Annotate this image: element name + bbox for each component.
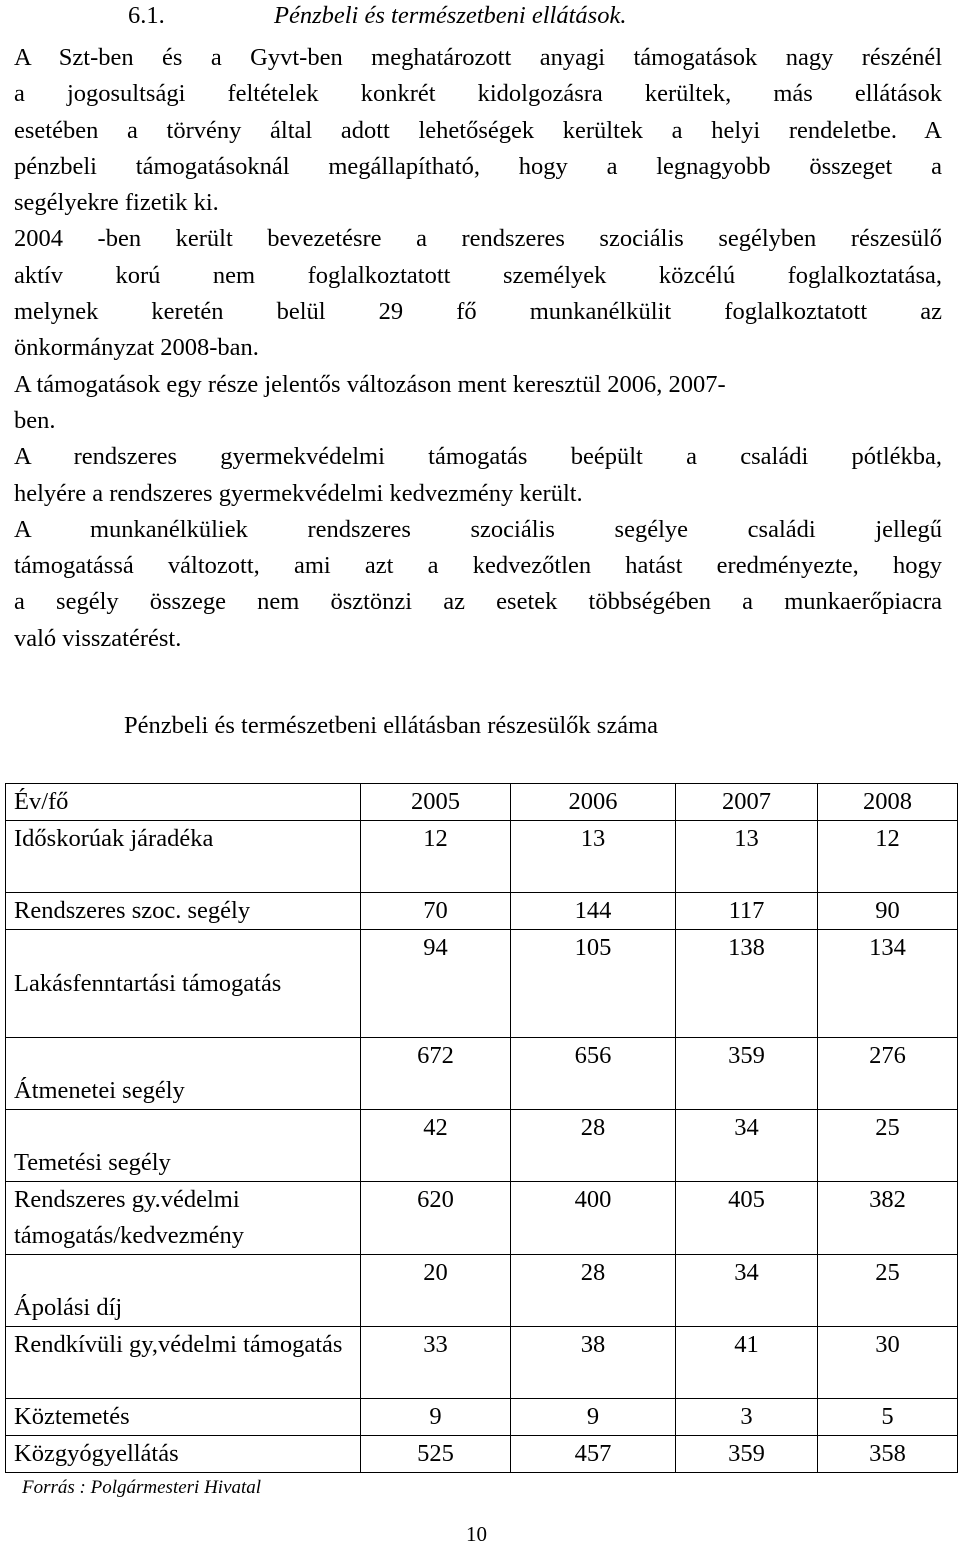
value-cell: 525	[361, 1436, 511, 1473]
row-label: Ápolási díj	[14, 1294, 123, 1321]
value-cell: 656	[511, 1038, 676, 1110]
row-label: Rendszeres szoc. segély	[14, 897, 251, 924]
text-line: A Szt-ben és a Gyvt-ben meghatározott anyagi támogatások nagy részénél	[14, 44, 942, 71]
paragraph	[14, 221, 942, 366]
row-label-cell	[6, 1038, 361, 1110]
value-cell: 405	[676, 1182, 818, 1255]
paragraph	[14, 439, 942, 512]
table-row	[6, 1399, 958, 1436]
text-line: a jogosultsági feltételek konkrét kidolgozásra kerültek, más ellátások	[14, 80, 942, 108]
row-label-cell	[6, 1110, 361, 1182]
row-label-cell	[6, 893, 361, 930]
value-cell: 105	[511, 930, 676, 1038]
value-cell: 94	[361, 930, 511, 1038]
value-cell: 90	[818, 893, 958, 930]
body-text	[14, 40, 942, 657]
text-line: 2004 -ben került bevezetésre a rendszeres szociális segélyben részesülő	[14, 225, 942, 253]
header-year-cell: 2005	[361, 784, 511, 821]
header-year-cell: 2008	[818, 784, 958, 821]
paragraph	[14, 367, 942, 440]
value-cell: 9	[511, 1399, 676, 1436]
text-line: segélyekre fizetik ki.	[14, 189, 219, 217]
text-line: támogatássá változott, ami azt a kedvezőtlen hatást eredményezte, hogy	[14, 552, 942, 580]
value-cell: 30	[818, 1327, 958, 1399]
value-cell: 382	[818, 1182, 958, 1255]
value-cell: 34	[676, 1110, 818, 1182]
value-cell: 12	[818, 821, 958, 893]
row-label: Temetési segély	[14, 1149, 171, 1176]
value-cell: 12	[361, 821, 511, 893]
value-cell: 138	[676, 930, 818, 1038]
text-line: pénzbeli támogatásoknál megállapítható, hogy a legnagyobb összeget a	[14, 152, 942, 180]
table-row	[6, 893, 958, 930]
paragraph	[14, 512, 942, 657]
value-cell: 25	[818, 1255, 958, 1327]
value-cell: 38	[511, 1327, 676, 1399]
row-label-cell	[6, 1436, 361, 1473]
value-cell: 34	[676, 1255, 818, 1327]
table-row	[6, 1255, 958, 1327]
benefits-table	[5, 783, 958, 1473]
value-cell: 28	[511, 1255, 676, 1327]
row-label: Lakásfenntartási támogatás	[14, 970, 282, 997]
table-row	[6, 1436, 958, 1473]
text-line: A támogatások egy része jelentős változáson ment keresztül 2006, 2007-	[14, 370, 726, 398]
row-label: Időskorúak járadéka	[14, 825, 214, 852]
paragraph	[14, 40, 942, 221]
row-label: Rendkívüli gy,védelmi támogatás	[14, 1331, 343, 1358]
row-label: Rendszeres gy.védelmi támogatás/kedvezmény	[14, 1186, 244, 1249]
header-year-cell: 2007	[676, 784, 818, 821]
value-cell: 144	[511, 893, 676, 930]
text-line: A munkanélküliek rendszeres szociális segélye családi jellegű	[14, 515, 942, 543]
value-cell: 70	[361, 893, 511, 930]
value-cell: 28	[511, 1110, 676, 1182]
value-cell: 672	[361, 1038, 511, 1110]
value-cell: 20	[361, 1255, 511, 1327]
table-row	[6, 1327, 958, 1399]
text-line: önkormányzat 2008-ban.	[14, 334, 259, 362]
value-cell: 42	[361, 1110, 511, 1182]
row-label: Közgyógyellátás	[14, 1440, 179, 1467]
section-number: 6.1.	[128, 2, 165, 29]
section-title: Pénzbeli és természetbeni ellátások.	[274, 2, 627, 29]
text-line: aktív korú nem foglalkoztatott személyek közcélú foglalkoztatása,	[14, 261, 942, 289]
value-cell: 358	[818, 1436, 958, 1473]
value-cell: 25	[818, 1110, 958, 1182]
text-line: A rendszeres gyermekvédelmi támogatás beépült a családi pótlékba,	[14, 443, 942, 471]
value-cell: 13	[676, 821, 818, 893]
row-label-cell	[6, 930, 361, 1038]
value-cell: 359	[676, 1436, 818, 1473]
value-cell: 400	[511, 1182, 676, 1255]
text-line: esetében a törvény által adott lehetőségek kerültek a helyi rendeletbe. A	[14, 116, 942, 144]
header-year-cell: 2006	[511, 784, 676, 821]
row-label: Köztemetés	[14, 1403, 130, 1430]
text-line: a segély összege nem ösztönzi az esetek többségében a munkaerőpiacra	[14, 588, 942, 616]
table-row	[6, 1182, 958, 1255]
row-label-cell	[6, 1182, 361, 1255]
table-header-row	[6, 784, 958, 821]
section-heading	[128, 2, 626, 30]
value-cell: 117	[676, 893, 818, 930]
row-label-cell	[6, 1399, 361, 1436]
value-cell: 41	[676, 1327, 818, 1399]
value-cell: 9	[361, 1399, 511, 1436]
value-cell: 359	[676, 1038, 818, 1110]
value-cell: 3	[676, 1399, 818, 1436]
table-row	[6, 1038, 958, 1110]
value-cell: 5	[818, 1399, 958, 1436]
page-number: 10	[466, 1522, 487, 1546]
table-title: Pénzbeli és természetbeni ellátásban részesülők száma	[124, 712, 659, 739]
source-note: Forrás : Polgármesteri Hivatal	[22, 1477, 262, 1498]
value-cell: 33	[361, 1327, 511, 1399]
value-cell: 276	[818, 1038, 958, 1110]
text-line: helyére a rendszeres gyermekvédelmi kedvezmény került.	[14, 479, 583, 507]
text-line: ben.	[14, 406, 56, 434]
value-cell: 620	[361, 1182, 511, 1255]
table-row	[6, 930, 958, 1038]
value-cell: 13	[511, 821, 676, 893]
row-label: Átmenetei segély	[14, 1077, 185, 1104]
text-line: való visszatérést.	[14, 624, 182, 652]
row-label-cell	[6, 1255, 361, 1327]
text-line: melynek keretén belül 29 fő munkanélkülit foglalkoztatott az	[14, 298, 942, 326]
row-label-cell	[6, 1327, 361, 1399]
table-row	[6, 821, 958, 893]
value-cell: 457	[511, 1436, 676, 1473]
row-label-cell	[6, 821, 361, 893]
value-cell: 134	[818, 930, 958, 1038]
table-row	[6, 1110, 958, 1182]
header-label-cell: Év/fő	[6, 784, 361, 821]
